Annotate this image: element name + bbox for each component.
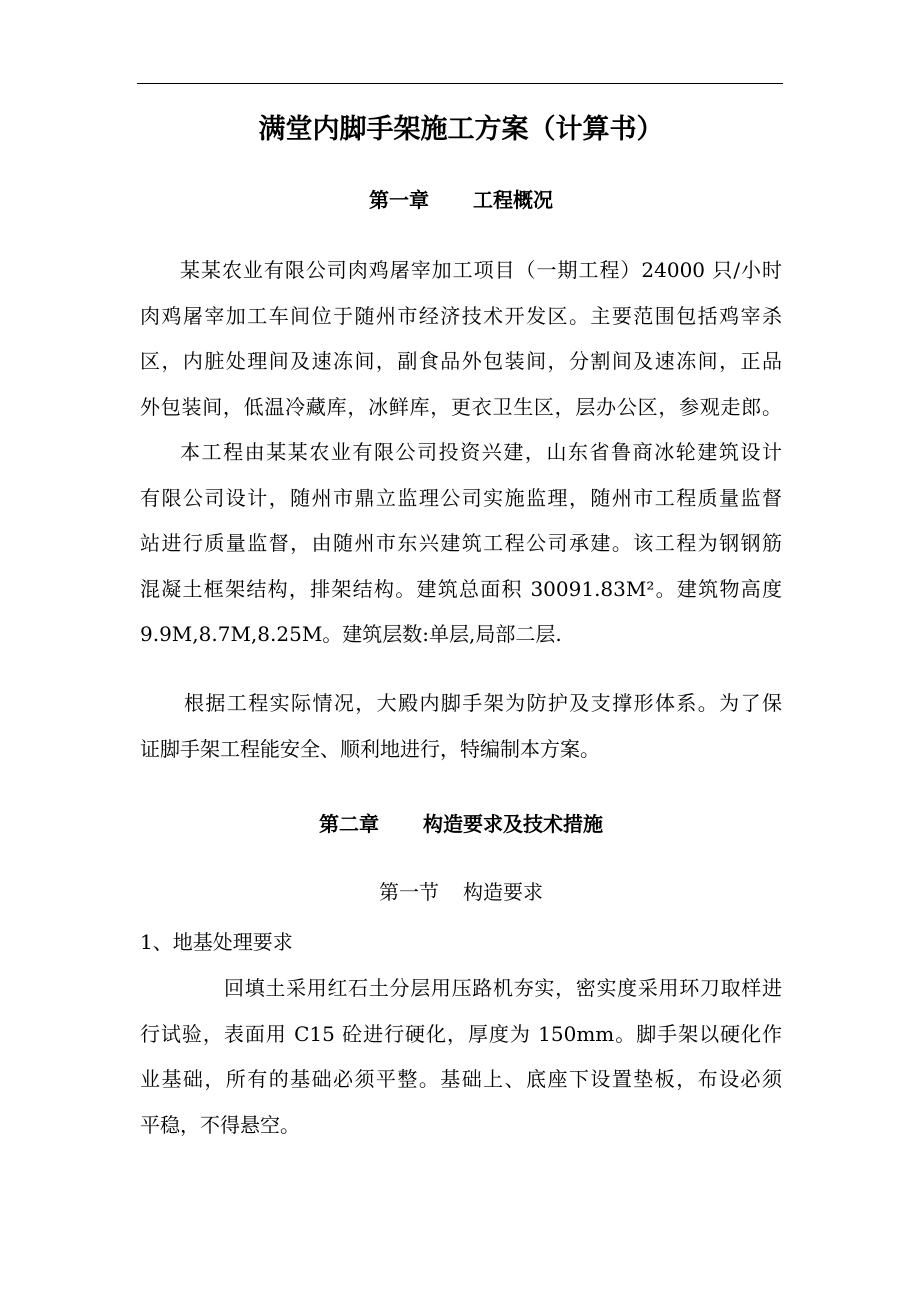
paragraph-line: 混凝土框架结构，排架结构。建筑总面积 30091.83M²。建筑物高度 [140, 576, 782, 601]
chapter-1-paragraph-3 [140, 681, 782, 772]
chapter-2-heading [140, 810, 782, 838]
paragraph-line: 证脚手架工程能安全、顺利地进行，特编制本方案。 [140, 736, 600, 761]
chapter-1-label: 第一章 [369, 188, 429, 212]
section-1-heading [140, 878, 782, 906]
section-1-label: 第一节 [379, 880, 439, 904]
chapter-1-paragraph-1 [140, 248, 782, 430]
document-title: 满堂内脚手架施工方案（计算书） [258, 114, 664, 145]
paragraph-line: 站进行质量监督，由随州市东兴建筑工程公司承建。该工程为钢钢筋 [140, 531, 782, 555]
paragraph-line: 平稳，不得悬空。 [140, 1112, 300, 1137]
header-rule [137, 83, 783, 84]
paragraph-line: 9.9M,8.7M,8.25M。建筑层数:单层,局部二层. [140, 622, 562, 646]
item-1-heading: 1、地基处理要求 [140, 930, 293, 954]
chapter-1-heading [140, 186, 782, 214]
chapter-2-label: 第二章 [319, 812, 379, 836]
chapter-2-title: 构造要求及技术措施 [423, 812, 603, 836]
item-1-paragraph [140, 966, 782, 1148]
paragraph-line: 区，内脏处理间及速冻间，副食品外包装间，分割间及速冻间，正品 [140, 349, 782, 373]
chapter-1-paragraph-2 [140, 430, 782, 658]
paragraph-line: 回填土采用红石土分层用压路机夯实，密实度采用环刀取样进 [224, 976, 782, 1000]
chapter-1-title: 工程概况 [473, 188, 553, 212]
paragraph-line: 行试验，表面用 C15 砼进行硬化，厚度为 150mm。脚手架以硬化作 [140, 1021, 782, 1046]
paragraph-line: 肉鸡屠宰加工车间位于随州市经济技术开发区。主要范围包括鸡宰杀 [140, 303, 782, 328]
paragraph-line: 有限公司设计，随州市鼎立监理公司实施监理，随州市工程质量监督 [140, 485, 782, 510]
section-1-title: 构造要求 [463, 880, 543, 904]
paragraph-line: 根据工程实际情况，大殿内脚手架为防护及支撑形体系。为了保 [184, 691, 782, 715]
paragraph-line: 本工程由某某农业有限公司投资兴建，山东省鲁商冰轮建筑设计 [180, 440, 782, 464]
paragraph-line: 某某农业有限公司肉鸡屠宰加工项目（一期工程）24000 只/小时 [180, 258, 782, 282]
paragraph-line: 业基础，所有的基础必须平整。基础上、底座下设置垫板，布设必须 [140, 1067, 782, 1091]
paragraph-line: 外包装间，低温冷藏库，冰鲜库，更衣卫生区，层办公区，参观走郎。 [140, 394, 782, 419]
